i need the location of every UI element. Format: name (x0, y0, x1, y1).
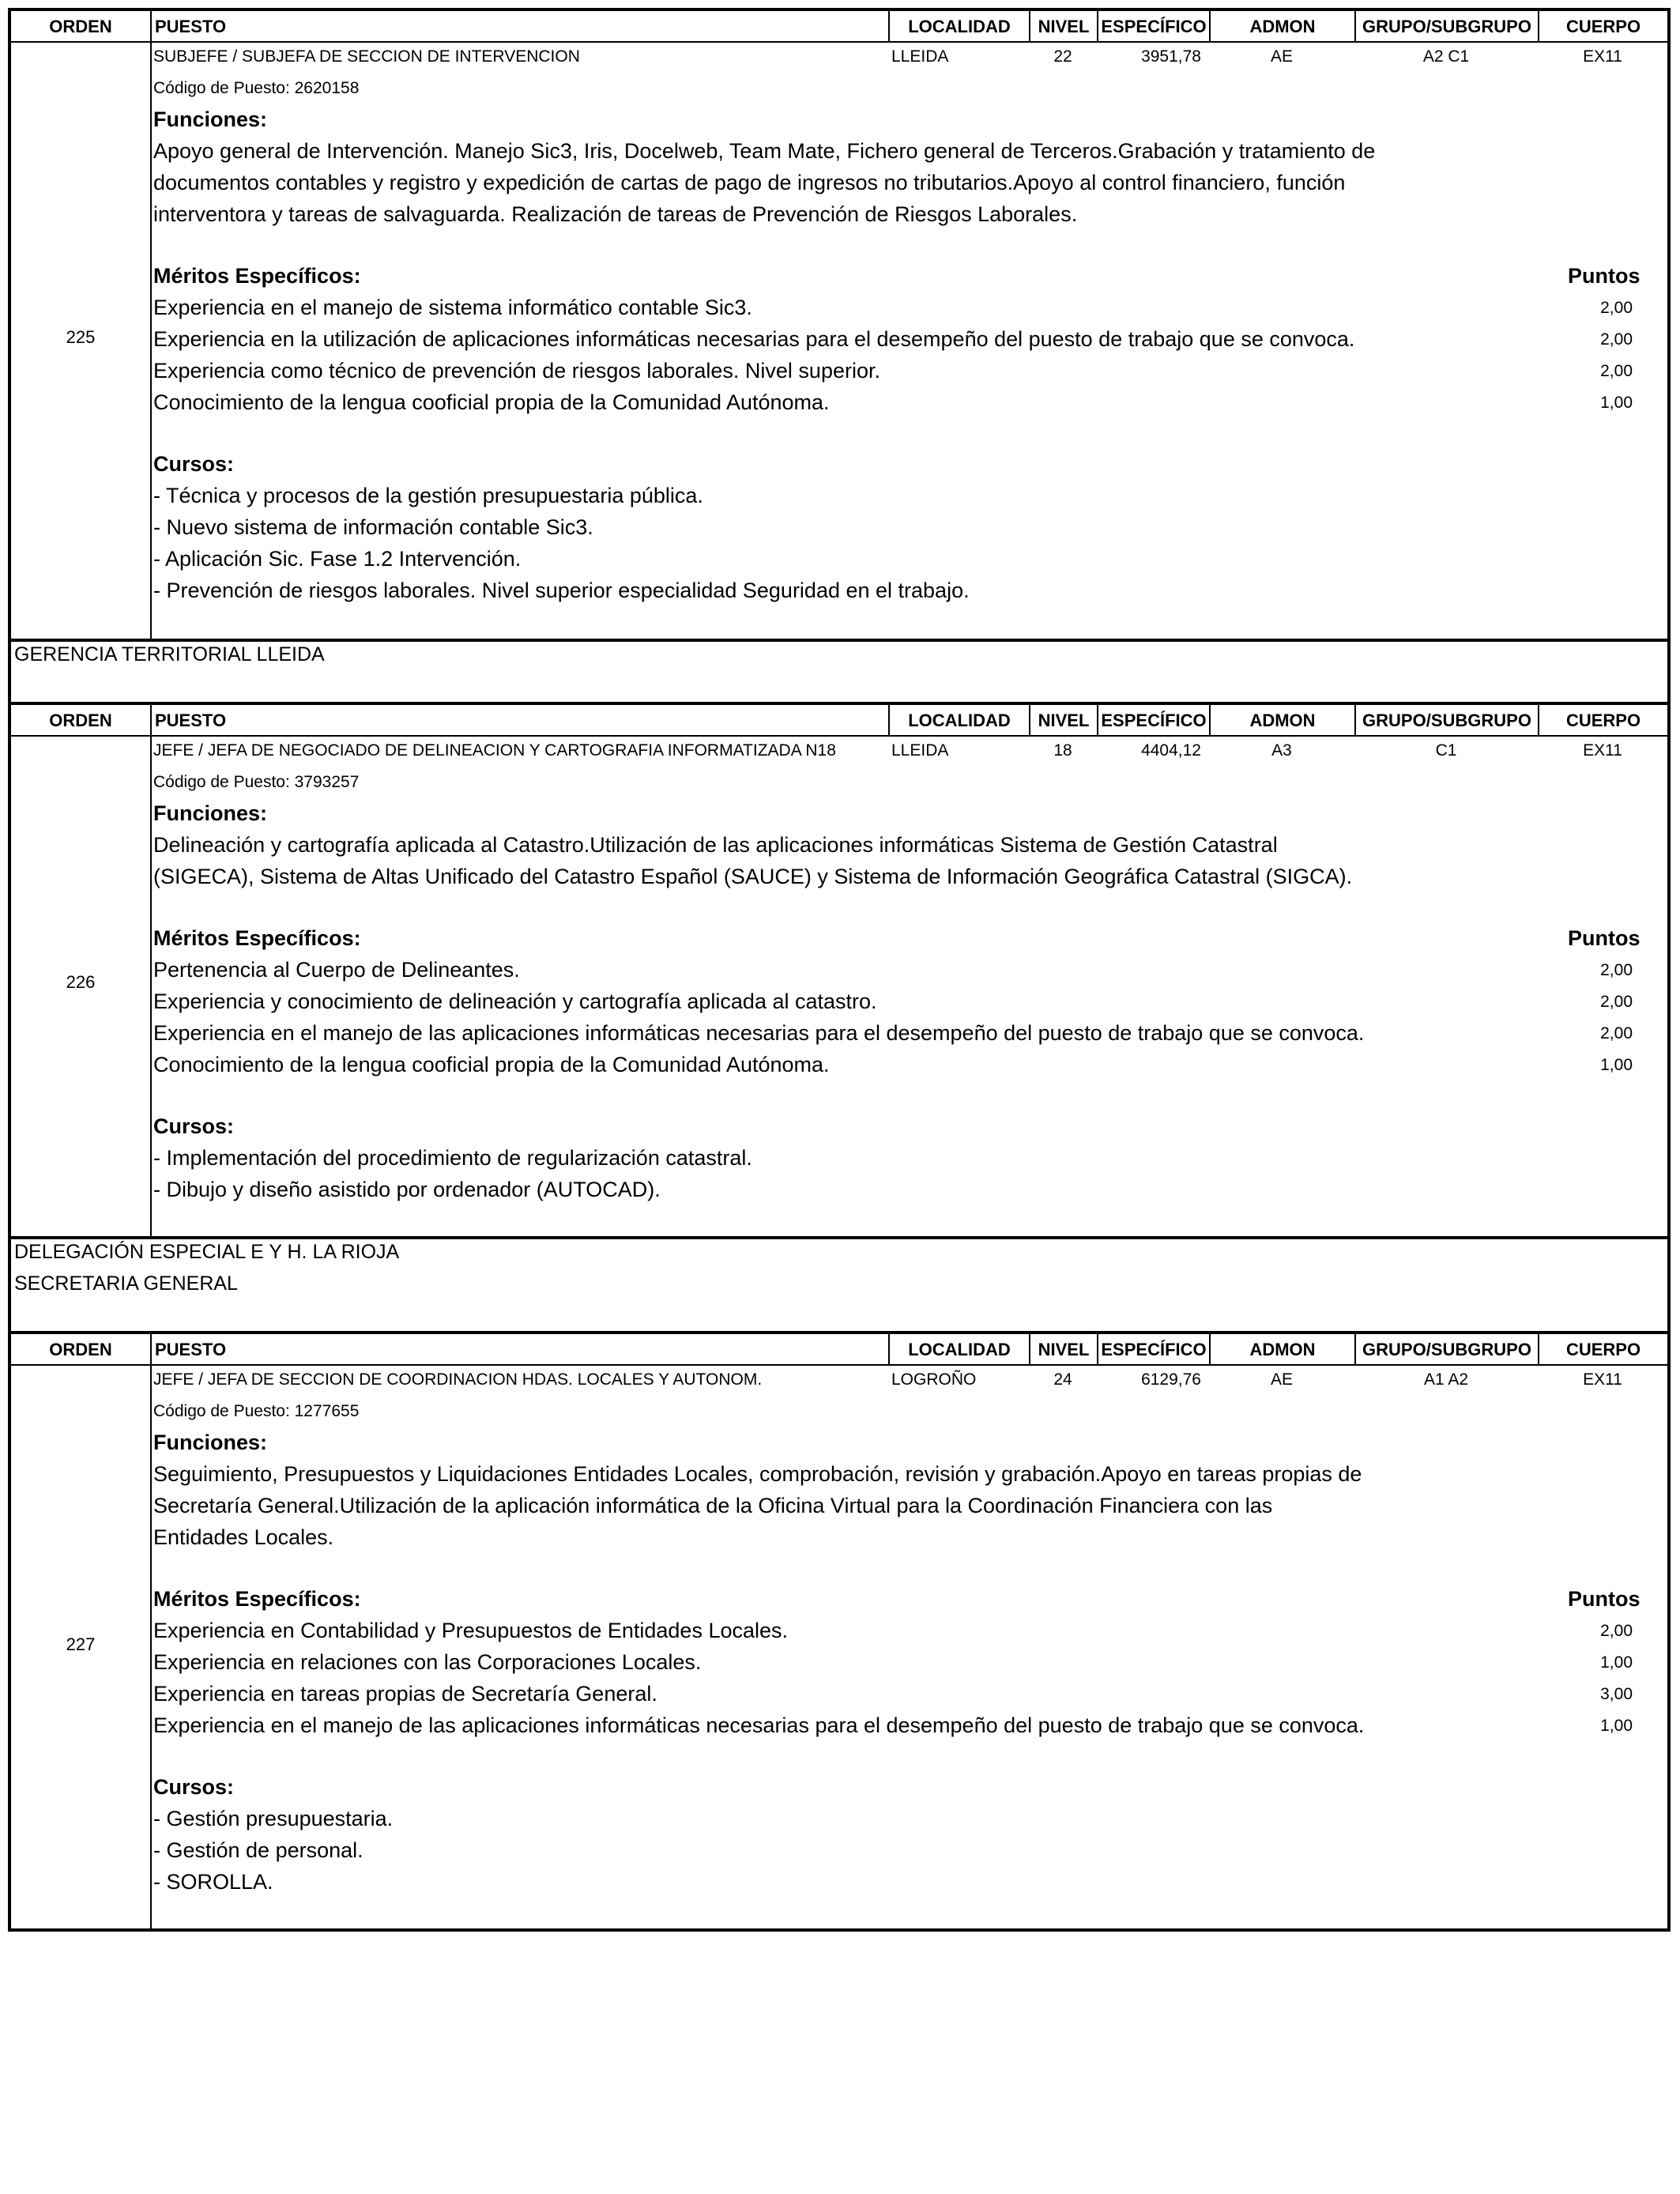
table-row (8, 1366, 1671, 1932)
codigo-puesto: Código de Puesto: 2620158 (153, 79, 360, 97)
merito-puntos: 2,00 (1600, 362, 1633, 380)
cursos-heading: Cursos: (153, 1114, 235, 1138)
especifico-value: 3951,78 (1141, 47, 1201, 66)
funciones-line: Delineación y cartografía aplicada al Catastro.Utilización de las aplicaciones informáticas Sistema de Gestión Catastral (153, 833, 1278, 857)
puesto-title: JEFE / JEFA DE SECCION DE COORDINACION HDAS. LOCALES Y AUTONOM. (153, 1370, 763, 1389)
orden-value: 225 (66, 327, 96, 347)
curso-item: - Implementación del procedimiento de regularización catastral. (153, 1146, 752, 1170)
curso-item: - Prevención de riesgos laborales. Nivel superior especialidad Seguridad en el trabajo. (153, 579, 970, 602)
puesto-title: JEFE / JEFA DE NEGOCIADO DE DELINEACION Y CARTOGRAFIA INFORMATIZADA N18 (153, 741, 836, 760)
grupo-value: A2 C1 (1422, 47, 1470, 66)
merito-puntos: 2,00 (1600, 1024, 1633, 1042)
merito-item: Conocimiento de la lengua cooficial propia de la Comunidad Autónoma. (153, 1053, 830, 1076)
meritos-heading: Méritos Específicos: (153, 1587, 361, 1611)
section-line: DELEGACIÓN ESPECIAL E Y H. LA RIOJA (14, 1241, 400, 1263)
curso-item: - Gestión de personal. (153, 1838, 363, 1862)
header-admon: ADMON (1209, 1334, 1354, 1364)
cursos-heading: Cursos: (153, 452, 235, 476)
curso-item: - Aplicación Sic. Fase 1.2 Intervención. (153, 547, 522, 571)
codigo-puesto: Código de Puesto: 3793257 (153, 773, 360, 791)
admon-value: A3 (1271, 741, 1292, 760)
table-row (8, 43, 1671, 642)
merito-item: Experiencia en el manejo de las aplicaciones informáticas necesarias para el desempeño del puesto de trabajo que se convoca. (153, 1713, 1365, 1737)
orden-value: 226 (66, 972, 96, 992)
header-nivel: NIVEL (1029, 1334, 1097, 1364)
funciones-heading: Funciones: (153, 107, 268, 131)
cursos-heading: Cursos: (153, 1775, 235, 1799)
funciones-line: Seguimiento, Presupuestos y Liquidaciones Entidades Locales, comprobación, revisión y grabación.Apoyo en tareas propias de (153, 1462, 1362, 1486)
especifico-value: 6129,76 (1141, 1370, 1201, 1389)
header-puesto: PUESTO (150, 1334, 888, 1364)
header-localidad: LOCALIDAD (888, 1334, 1029, 1364)
nivel-value: 18 (1053, 741, 1072, 760)
header-admon: ADMON (1209, 705, 1354, 735)
header-puesto: PUESTO (150, 11, 888, 41)
section-line: SECRETARIA GENERAL (14, 1272, 238, 1295)
merito-item: Experiencia en relaciones con las Corporaciones Locales. (153, 1650, 702, 1674)
merito-item: Experiencia y conocimiento de delineación y cartografía aplicada al catastro. (153, 990, 877, 1013)
cuerpo-value: EX11 (1583, 47, 1622, 66)
codigo-puesto: Código de Puesto: 1277655 (153, 1402, 360, 1420)
curso-item: - Gestión presupuestaria. (153, 1807, 394, 1830)
merito-item: Experiencia en tareas propias de Secretaría General. (153, 1682, 657, 1706)
table-header-2 (8, 705, 1671, 737)
curso-item: - Nuevo sistema de información contable Sic3. (153, 515, 593, 539)
admon-value: AE (1270, 47, 1293, 66)
merito-item: Experiencia en la utilización de aplicaciones informáticas necesarias para el desempeño del puesto de trabajo que se convoca. (153, 327, 1355, 351)
puntos-heading: Puntos (1568, 264, 1640, 288)
merito-puntos: 1,00 (1600, 1056, 1633, 1074)
merito-puntos: 1,00 (1600, 1717, 1633, 1735)
funciones-line: (SIGECA), Sistema de Altas Unificado del Catastro Español (SAUCE) y Sistema de Información Geográfica Catastral (SIGCA). (153, 865, 1353, 888)
puesto-title: SUBJEFE / SUBJEFA DE SECCION DE INTERVENCION (153, 47, 580, 66)
header-cuerpo: CUERPO (1538, 705, 1667, 735)
localidad-value: LLEIDA (891, 741, 949, 760)
meritos-heading: Méritos Específicos: (153, 926, 361, 950)
merito-item: Experiencia como técnico de prevención de riesgos laborales. Nivel superior. (153, 359, 880, 383)
curso-item: - Técnica y procesos de la gestión presupuestaria pública. (153, 484, 703, 507)
merito-item: Experiencia en el manejo de sistema informático contable Sic3. (153, 296, 752, 319)
merito-puntos: 2,00 (1600, 961, 1633, 979)
header-localidad: LOCALIDAD (888, 705, 1029, 735)
merito-puntos: 1,00 (1600, 1653, 1633, 1672)
orden-value: 227 (66, 1634, 96, 1654)
section-heading (8, 1239, 1671, 1334)
admon-value: AE (1270, 1370, 1293, 1389)
curso-item: - Dibujo y diseño asistido por ordenador (AUTOCAD). (153, 1178, 661, 1201)
grupo-value: C1 (1435, 741, 1457, 760)
header-grupo: GRUPO/SUBGRUPO (1354, 705, 1538, 735)
section-heading (8, 642, 1671, 705)
header-admon: ADMON (1209, 11, 1354, 41)
merito-puntos: 2,00 (1600, 1622, 1633, 1640)
header-nivel: NIVEL (1029, 11, 1097, 41)
merito-item: Pertenencia al Cuerpo de Delineantes. (153, 958, 520, 982)
funciones-line: Entidades Locales. (153, 1525, 334, 1549)
section-line: GERENCIA TERRITORIAL LLEIDA (14, 643, 325, 665)
header-localidad: LOCALIDAD (888, 11, 1029, 41)
merito-item: Conocimiento de la lengua cooficial propia de la Comunidad Autónoma. (153, 390, 830, 414)
merito-puntos: 2,00 (1600, 993, 1633, 1011)
header-orden: ORDEN (49, 1340, 112, 1359)
merito-item: Experiencia en Contabilidad y Presupuestos de Entidades Locales. (153, 1619, 789, 1642)
funciones-heading: Funciones: (153, 1431, 268, 1454)
header-orden: ORDEN (49, 711, 112, 730)
puntos-heading: Puntos (1568, 1587, 1640, 1611)
header-cuerpo: CUERPO (1538, 1334, 1667, 1364)
nivel-value: 24 (1053, 1370, 1072, 1389)
curso-item: - SOROLLA. (153, 1870, 273, 1894)
merito-puntos: 2,00 (1600, 330, 1633, 349)
header-grupo: GRUPO/SUBGRUPO (1354, 1334, 1538, 1364)
especifico-value: 4404,12 (1141, 741, 1201, 760)
grupo-value: A1 A2 (1423, 1370, 1469, 1389)
funciones-line: documentos contables y registro y expedición de cartas de pago de ingresos no tributarios.Apoyo al control financiero, función (153, 171, 1346, 194)
header-nivel: NIVEL (1029, 705, 1097, 735)
header-especifico: ESPECÍFICO (1097, 1334, 1209, 1364)
meritos-heading: Méritos Específicos: (153, 264, 361, 288)
merito-puntos: 3,00 (1600, 1685, 1633, 1703)
header-puesto: PUESTO (150, 705, 888, 735)
header-especifico: ESPECÍFICO (1097, 11, 1209, 41)
funciones-line: Apoyo general de Intervención. Manejo Sic3, Iris, Docelweb, Team Mate, Fichero general de Terceros.Grabación y tratamiento de (153, 139, 1376, 163)
header-orden: ORDEN (49, 17, 112, 36)
header-grupo: GRUPO/SUBGRUPO (1354, 11, 1538, 41)
funciones-heading: Funciones: (153, 801, 268, 825)
header-especifico: ESPECÍFICO (1097, 705, 1209, 735)
table-header-1 (8, 8, 1671, 43)
funciones-line: interventora y tareas de salvaguarda. Realización de tareas de Prevención de Riesgos Laborales. (153, 202, 1078, 226)
puntos-heading: Puntos (1568, 926, 1640, 950)
table-header-3 (8, 1334, 1671, 1366)
nivel-value: 22 (1053, 47, 1072, 66)
merito-puntos: 2,00 (1600, 299, 1633, 317)
localidad-value: LLEIDA (891, 47, 949, 66)
localidad-value: LOGROÑO (891, 1370, 977, 1389)
funciones-line: Secretaría General.Utilización de la aplicación informática de la Oficina Virtual para la Coordinación Financiera con las (153, 1494, 1273, 1517)
table-row (8, 737, 1671, 1239)
merito-item: Experiencia en el manejo de las aplicaciones informáticas necesarias para el desempeño del puesto de trabajo que se convoca. (153, 1021, 1365, 1045)
cuerpo-value: EX11 (1583, 1370, 1622, 1389)
merito-puntos: 1,00 (1600, 394, 1633, 412)
header-cuerpo: CUERPO (1538, 11, 1667, 41)
cuerpo-value: EX11 (1583, 741, 1622, 760)
